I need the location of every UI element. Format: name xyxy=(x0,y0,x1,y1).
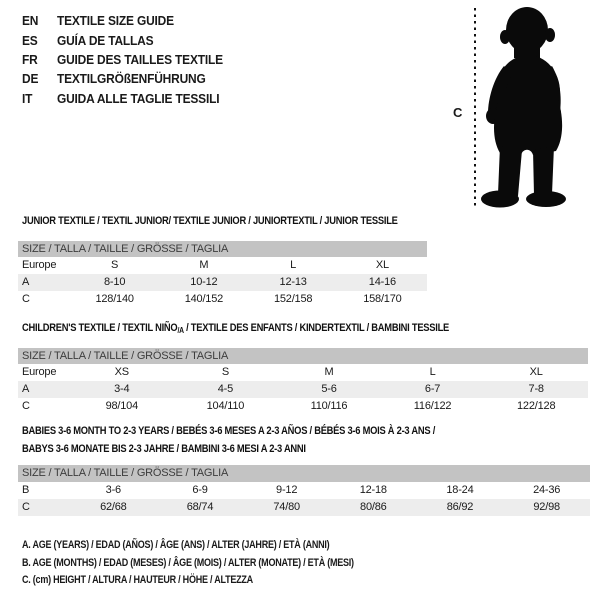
row-label: A xyxy=(18,274,70,291)
table-cell: 68/74 xyxy=(157,499,244,516)
row-label: Europe xyxy=(22,259,57,271)
language-label: GUIDA ALLE TAGLIE TESSILI xyxy=(56,90,220,106)
baby-height-figure xyxy=(448,0,600,215)
table-cell: XL xyxy=(529,366,543,378)
children-size-table xyxy=(18,348,588,415)
language-row-fr xyxy=(22,50,223,69)
table-header-row xyxy=(18,241,427,257)
size-header: SIZE / TALLA / TAILLE / GRÖSSE / TAGLIA xyxy=(18,465,590,482)
children-section-title xyxy=(22,320,449,340)
table-cell: 98/104 xyxy=(105,400,139,412)
junior-size-table xyxy=(18,241,427,308)
row-label: A xyxy=(18,381,70,398)
table-cell: XS xyxy=(114,366,129,378)
table-cell: 140/152 xyxy=(184,293,224,305)
measurement-legend xyxy=(22,537,354,590)
language-row-de xyxy=(22,69,223,88)
table-row xyxy=(18,257,427,274)
language-code: IT xyxy=(22,90,33,106)
table-cell: 128/140 xyxy=(95,293,134,305)
table-row xyxy=(18,364,588,381)
table-cell: 6-9 xyxy=(192,484,208,496)
table-cell: 12-13 xyxy=(249,274,338,291)
junior-title-text: JUNIOR TEXTILE / TEXTIL JUNIOR/ TEXTILE JUNIOR / JUNIORTEXTIL / JUNIOR TESSILE xyxy=(22,215,398,227)
table-cell: 6-7 xyxy=(381,381,485,398)
language-code: EN xyxy=(22,13,39,29)
row-label: C xyxy=(22,400,30,412)
row-label: C xyxy=(18,499,70,516)
table-cell: 158/170 xyxy=(363,293,402,305)
language-code: FR xyxy=(22,51,38,67)
babies-title-line1: BABIES 3-6 MONTH TO 2-3 YEARS / BEBÉS 3-6 MESES A 2-3 AÑOS / BÉBÉS 3-6 MOIS À 2-3 ANS / xyxy=(22,425,436,437)
table-cell: 92/98 xyxy=(503,499,590,516)
language-label: GUIDE DES TAILLES TEXTILE xyxy=(56,51,223,67)
table-row xyxy=(18,274,427,291)
language-label: GUÍA DE TALLAS xyxy=(56,32,154,48)
table-cell: 24-36 xyxy=(533,484,561,496)
babies-title-line2: BABYS 3-6 MONATE BIS 2-3 JAHRE / BAMBINI 3-6 MESI A 2-3 ANNI xyxy=(22,442,306,455)
table-cell: 152/158 xyxy=(273,293,313,305)
babies-section-title xyxy=(22,423,435,458)
language-row-es xyxy=(22,30,223,49)
language-code: ES xyxy=(22,32,38,48)
baby-silhouette xyxy=(448,0,600,215)
table-cell: 62/68 xyxy=(70,499,157,516)
babies-size-table xyxy=(18,465,590,516)
table-cell: 116/122 xyxy=(413,400,452,412)
table-cell: S xyxy=(111,259,119,271)
baby-figure xyxy=(481,7,566,208)
size-header: SIZE / TALLA / TAILLE / GRÖSSE / TAGLIA xyxy=(18,348,588,364)
children-title-text: CHILDREN'S TEXTILE / TEXTIL NIÑO/A / TEXTILE DES ENFANTS / KINDERTEXTIL / BAMBINI TESSILE xyxy=(22,322,450,335)
language-label: TEXTILE SIZE GUIDE xyxy=(56,13,174,29)
table-cell: 7-8 xyxy=(484,381,588,398)
legend-line-a: A. AGE (YEARS) / EDAD (AÑOS) / ÂGE (ANS) / ALTER (JAHRE) / ETÀ (ANNI) xyxy=(22,539,330,551)
table-cell: 10-12 xyxy=(159,274,248,291)
table-cell: 104/110 xyxy=(206,400,245,412)
table-cell: 9-12 xyxy=(276,484,298,496)
table-cell: L xyxy=(429,366,436,378)
language-code: DE xyxy=(22,71,39,87)
table-row xyxy=(18,291,427,308)
language-list xyxy=(22,11,223,108)
language-row-en xyxy=(22,11,223,30)
table-cell: 122/128 xyxy=(517,400,556,412)
table-cell: 86/92 xyxy=(417,499,504,516)
legend-line-b: B. AGE (MONTHS) / EDAD (MESES) / ÂGE (MOIS) / ALTER (MONATE) / ETÀ (MESI) xyxy=(22,556,354,569)
table-cell: 3-4 xyxy=(70,381,174,398)
legend-line-c: C. (cm) HEIGHT / ALTURA / HAUTEUR / HÖHE / ALTEZZA xyxy=(22,574,253,587)
row-label: Europe xyxy=(22,366,57,378)
table-cell: 4-5 xyxy=(174,381,278,398)
row-label: B xyxy=(22,484,30,496)
language-label: TEXTILGRÖßENFÜHRUNG xyxy=(56,71,206,87)
table-cell: 8-10 xyxy=(70,274,159,291)
table-cell: 80/86 xyxy=(330,499,417,516)
table-header-row xyxy=(18,465,590,482)
junior-section-title xyxy=(22,213,398,231)
table-cell: M xyxy=(324,366,334,378)
table-cell: 12-18 xyxy=(359,484,387,496)
table-row xyxy=(18,398,588,415)
table-cell: 74/80 xyxy=(243,499,330,516)
table-row xyxy=(18,482,590,499)
height-measure-label: C xyxy=(453,105,463,120)
table-cell: L xyxy=(290,259,297,271)
table-cell: 5-6 xyxy=(277,381,381,398)
table-cell: M xyxy=(199,259,209,271)
table-cell: XL xyxy=(375,259,389,271)
language-row-it xyxy=(22,89,223,108)
table-row xyxy=(18,499,590,516)
size-header: SIZE / TALLA / TAILLE / GRÖSSE / TAGLIA xyxy=(18,241,427,257)
table-row xyxy=(18,381,588,398)
table-cell: 14-16 xyxy=(338,274,427,291)
table-cell: 18-24 xyxy=(446,484,474,496)
table-cell: 3-6 xyxy=(105,484,121,496)
table-header-row xyxy=(18,348,588,364)
row-label: C xyxy=(22,293,30,305)
table-cell: 110/116 xyxy=(310,400,348,412)
table-cell: S xyxy=(221,366,229,378)
